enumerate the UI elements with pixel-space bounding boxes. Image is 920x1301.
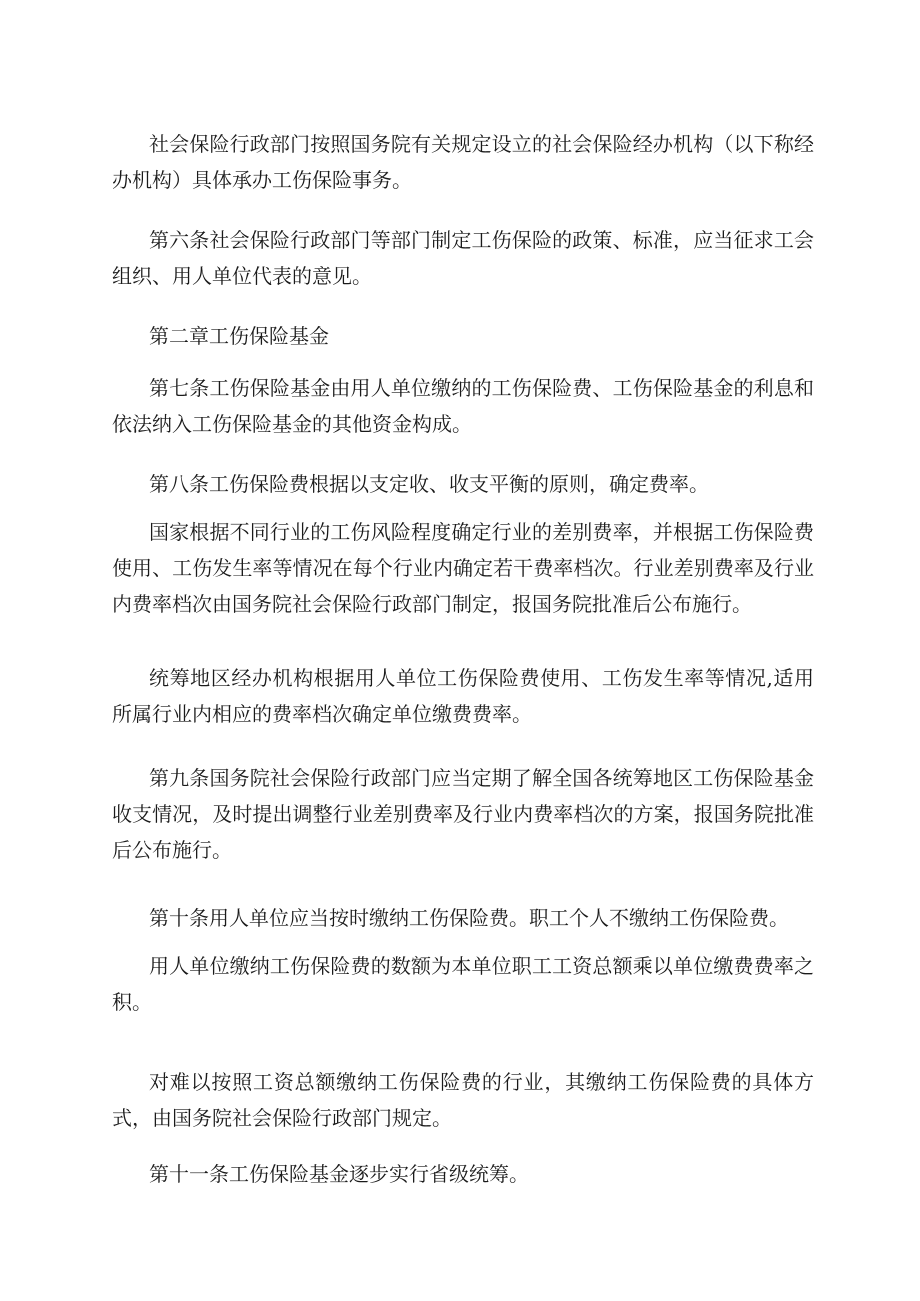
paragraph-article-7: 第七条工伤保险基金由用人单位缴纳的工伤保险费、工伤保险基金的利息和依法纳入工伤保险基金的其他资金构成。 xyxy=(112,376,814,436)
paragraph-article-10: 第十条用人单位应当按时缴纳工伤保险费。职工个人不缴纳工伤保险费。 xyxy=(149,906,789,930)
paragraph-special-industries: 对难以按照工资总额缴纳工伤保险费的行业，其缴纳工伤保险费的具体方式，由国务院社会保险行政部门规定。 xyxy=(112,1070,814,1130)
paragraph-agency: 社会保险行政部门按照国务院有关规定设立的社会保险经办机构（以下称经办机构）具体承办工伤保险事务。 xyxy=(112,132,814,192)
chapter-heading: 第二章工伤保险基金 xyxy=(149,324,329,348)
paragraph-rate-levels: 国家根据不同行业的工伤风险程度确定行业的差别费率，并根据工伤保险费使用、工伤发生率等情况在每个行业内确定若干费率档次。行业差别费率及行业内费率档次由国务院社会保险行政部门制定，报国务院批准后公布施行。 xyxy=(112,520,814,616)
paragraph-article-6: 第六条社会保险行政部门等部门制定工伤保险的政策、标准，应当征求工会组织、用人单位代表的意见。 xyxy=(112,228,814,288)
paragraph-regional-rate: 统筹地区经办机构根据用人单位工伤保险费使用、工伤发生率等情况,适用所属行业内相应的费率档次确定单位缴费费率。 xyxy=(112,666,814,726)
paragraph-article-11: 第十一条工伤保险基金逐步实行省级统筹。 xyxy=(149,1162,529,1186)
paragraph-contribution-amount: 用人单位缴纳工伤保险费的数额为本单位职工工资总额乘以单位缴费费率之积。 xyxy=(112,954,814,1014)
paragraph-article-9: 第九条国务院社会保险行政部门应当定期了解全国各统筹地区工伤保险基金收支情况，及时提出调整行业差别费率及行业内费率档次的方案，报国务院批准后公布施行。 xyxy=(112,766,814,862)
paragraph-article-8: 第八条工伤保险费根据以支定收、收支平衡的原则，确定费率。 xyxy=(149,472,709,496)
